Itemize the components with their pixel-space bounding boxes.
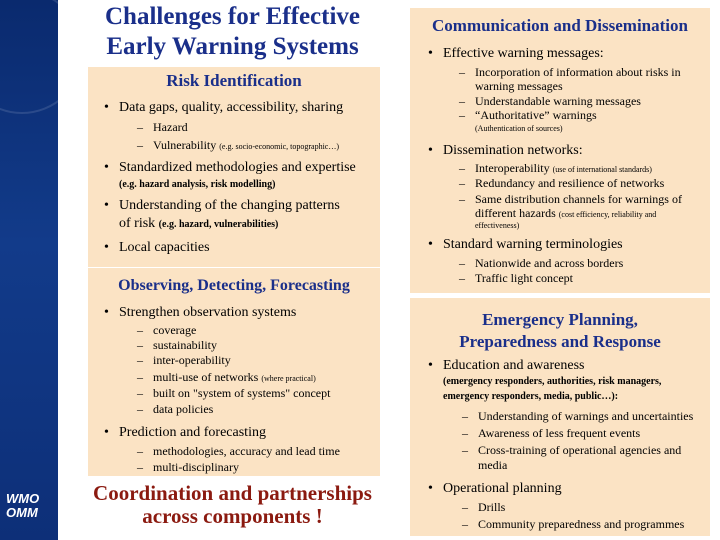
- risk-sub-hazard: – Hazard: [153, 120, 188, 135]
- coordination-note: Coordination and partnerships across components !: [93, 481, 372, 528]
- observing-item-data-policies: – data policies: [153, 402, 213, 417]
- observing-sub-multidisciplinary: – multi-disciplinary: [153, 460, 239, 475]
- observing-header: Observing, Detecting, Forecasting: [118, 277, 350, 294]
- emergency-header: Emergency Planning, Preparedness and Response: [459, 310, 661, 351]
- comm-sub-redundancy: – Redundancy and resilience of networks: [475, 176, 664, 191]
- observing-item-coverage: – coverage: [153, 323, 196, 338]
- risk-bullet-methodologies: • Standardized methodologies and expertise: [119, 160, 356, 176]
- emergency-education-note2: emergency responders, media, public…):: [443, 391, 619, 402]
- emergency-education-note1: (emergency responders, authorities, risk managers,: [443, 376, 662, 387]
- observing-sub-methodologies: – methodologies, accuracy and lead time: [153, 444, 340, 459]
- comm-sub-traffic-light: – Traffic light concept: [475, 271, 573, 286]
- comm-authoritative-note: (Authentication of sources): [475, 124, 563, 133]
- comm-same-channels-line2: different hazards (cost efficiency, reliability and: [475, 206, 657, 220]
- comm-bullet-effective-messages: • Effective warning messages:: [443, 46, 604, 62]
- risk-bullet-local-capacities: • Local capacities: [119, 240, 210, 256]
- observing-item-multi-use: – multi-use of networks (where practical): [153, 370, 316, 385]
- comm-sub-interoperability: – Interoperability (use of international standards): [475, 161, 652, 176]
- emergency-cross-training-line2: media: [478, 458, 508, 472]
- observing-bullet-strengthen: • Strengthen observation systems: [119, 305, 296, 321]
- risk-sub-vulnerability: – Vulnerability (e.g. socio-economic, topographic…): [153, 138, 339, 153]
- emergency-sub-understanding: – Understanding of warnings and uncertainties: [478, 409, 693, 424]
- slide-title: Challenges for Effective Early Warning Systems: [104, 3, 361, 60]
- comm-sub-same-channels: – Same distribution channels for warnings of: [475, 192, 682, 207]
- wmo-logo: WMO OMM: [6, 491, 40, 520]
- risk-methodologies-note: (e.g. hazard analysis, risk modelling): [119, 179, 276, 190]
- comm-sub-incorporation-line2: warning messages: [475, 79, 563, 93]
- comm-bullet-dissemination: • Dissemination networks:: [443, 143, 583, 159]
- observing-item-system-of-systems: – built on "system of systems" concept: [153, 386, 330, 401]
- comm-sub-incorporation: – Incorporation of information about risks in: [475, 65, 681, 80]
- comm-sub-nationwide: – Nationwide and across borders: [475, 256, 623, 271]
- sidebar-band: [0, 0, 58, 540]
- comm-same-channels-note2: effectiveness): [475, 221, 520, 230]
- observing-item-sustainability: – sustainability: [153, 338, 217, 353]
- emergency-sub-drills: – Drills: [478, 500, 505, 515]
- risk-header: Risk Identification: [166, 71, 302, 90]
- observing-item-interoperability: – inter-operability: [153, 353, 231, 368]
- comm-sub-authoritative: – “Authoritative” warnings: [475, 108, 597, 123]
- emergency-sub-awareness: – Awareness of less frequent events: [478, 426, 640, 441]
- emergency-sub-cross-training: – Cross-training of operational agencies and: [478, 443, 681, 458]
- emergency-bullet-operational: • Operational planning: [443, 481, 562, 497]
- emergency-bullet-education: • Education and awareness: [443, 358, 585, 374]
- risk-changing-patterns-line2: of risk (e.g. hazard, vulnerabilities): [119, 216, 279, 231]
- risk-bullet-changing-patterns: • Understanding of the changing patterns: [119, 198, 340, 214]
- communication-header: Communication and Dissemination: [432, 16, 688, 35]
- risk-bullet-data-gaps: • Data gaps, quality, accessibility, sharing: [119, 100, 343, 116]
- comm-sub-understandable: – Understandable warning messages: [475, 94, 641, 109]
- comm-bullet-terminologies: • Standard warning terminologies: [443, 237, 623, 253]
- observing-bullet-prediction: • Prediction and forecasting: [119, 425, 266, 441]
- emergency-sub-community: – Community preparedness and programmes: [478, 517, 684, 532]
